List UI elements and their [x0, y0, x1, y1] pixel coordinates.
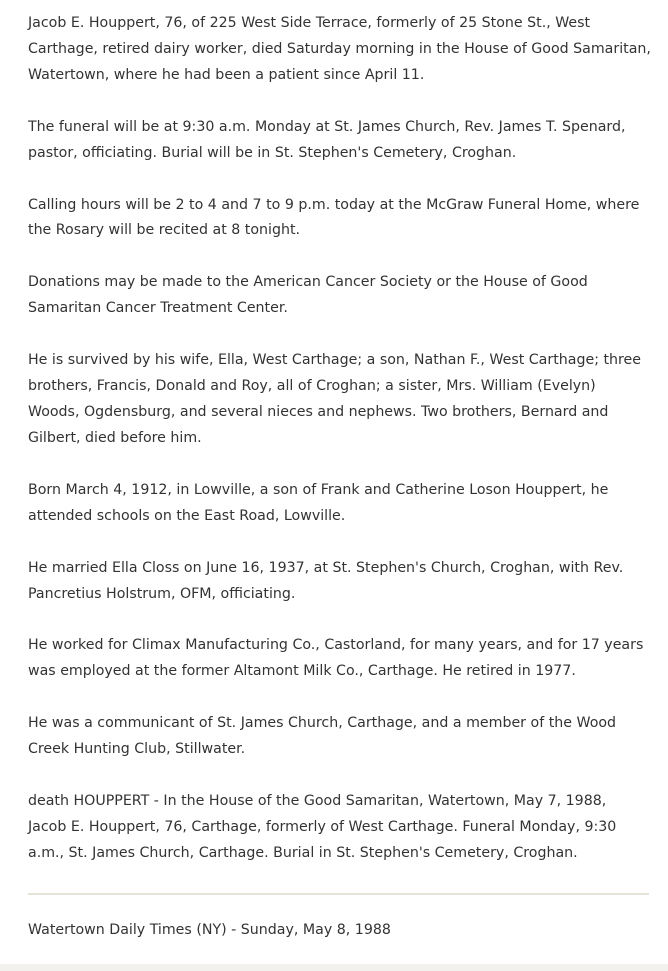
- source-citation: Watertown Daily Times (NY) - Sunday, May 8, 1988: [28, 922, 391, 938]
- footer-band: [0, 964, 668, 971]
- obituary-paragraph-death-notice: death HOUPPERT - In the House of the Good Samaritan, Watertown, May 7, 1988, Jacob E. Houppert, 76, Carthage, formerly of West Carthage. Funeral Monday, 9:30 a.m., St. James Church, Carthage. Burial in St. Stephen's Cemetery, Croghan.: [28, 793, 617, 861]
- obituary-paragraph-donations: Donations may be made to the American Cancer Society or the House of Good Samaritan Cancer Treatment Center.: [28, 274, 588, 317]
- obituary-paragraph-career: He worked for Climax Manufacturing Co., Castorland, for many years, and for 17 years was employed at the former Altamont Milk Co., Carthage. He retired in 1977.: [28, 637, 644, 680]
- obituary-paragraph-intro: Jacob E. Houppert, 76, of 225 West Side Terrace, formerly of 25 Stone St., West Carthage, retired dairy worker, died Saturday morning in the House of Good Samaritan, Watertown, where he had been a patient since April 11.: [28, 15, 651, 83]
- section-divider: [28, 893, 649, 895]
- obituary-paragraph-memberships: He was a communicant of St. James Church, Carthage, and a member of the Wood Creek Hunting Club, Stillwater.: [28, 715, 617, 758]
- obituary-paragraph-birth: Born March 4, 1912, in Lowville, a son of Frank and Catherine Loson Houppert, he attended schools on the East Road, Lowville.: [28, 481, 609, 524]
- obituary-paragraph-survivors: He is survived by his wife, Ella, West Carthage; a son, Nathan F., West Carthage; three brothers, Francis, Donald and Roy, all of Croghan; a sister, Mrs. William (Evelyn) Woods, Ogdensburg, and several nieces and nephews. Two brothers, Bernard and Gilbert, died before him.: [28, 352, 642, 446]
- obituary-paragraph-marriage: He married Ella Closs on June 16, 1937, at St. Stephen's Church, Croghan, with Rev. Pancretius Holstrum, OFM, officiating.: [28, 559, 624, 602]
- obituary-paragraph-calling-hours: Calling hours will be 2 to 4 and 7 to 9 p.m. today at the McGraw Funeral Home, where the Rosary will be recited at 8 tonight.: [28, 196, 640, 239]
- obituary-paragraph-funeral: The funeral will be at 9:30 a.m. Monday at St. James Church, Rev. James T. Spenard, pastor, officiating. Burial will be in St. Stephen's Cemetery, Croghan.: [28, 118, 626, 161]
- obituary-article: [28, 11, 660, 893]
